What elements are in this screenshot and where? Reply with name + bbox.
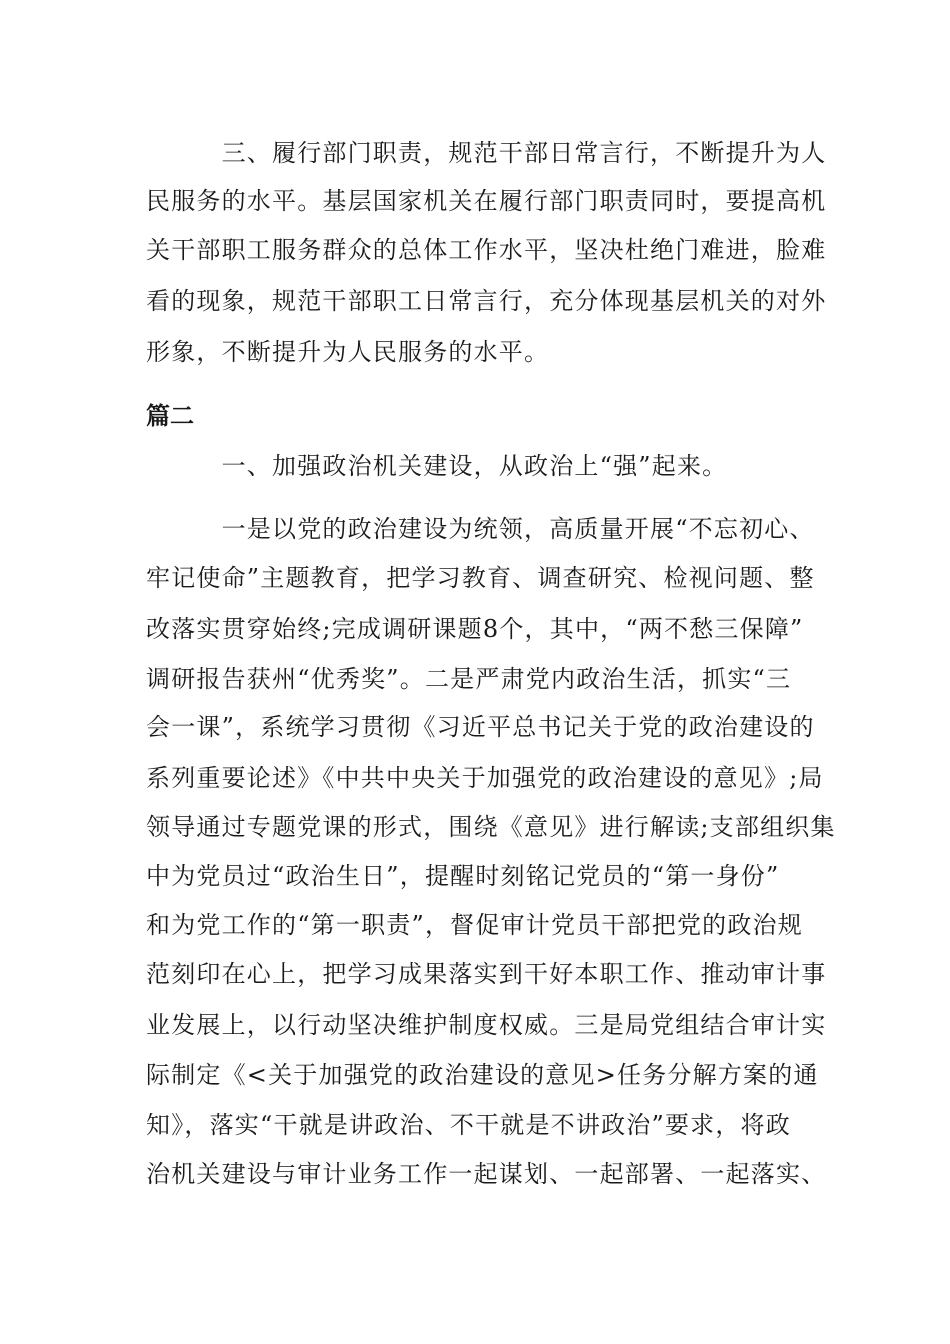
paragraph-line: 形象，不断提升为人民服务的水平。: [146, 338, 550, 366]
paragraph-line: 系列重要论述》《中共中央关于加强党的政治建设的意见》;局: [146, 764, 824, 792]
section-heading: 篇二: [146, 402, 194, 430]
paragraph-line: 民服务的水平。基层国家机关在履行部门职责同时，要提高机: [146, 187, 827, 215]
paragraph-line: 治机关建设与审计业务工作一起谋划、一起部署、一起落实、: [146, 1160, 827, 1188]
section-intro: 一、加强政治机关建设，从政治上“强”起来。: [146, 452, 728, 480]
paragraph-line: 范刻印在心上，把学习成果落实到干好本职工作、推动审计事: [146, 960, 827, 988]
paragraph-line: 一是以党的政治建设为统领，高质量开展“不忘初心、: [146, 515, 815, 543]
paragraph-line: 牢记使命”主题教育，把学习教育、调查研究、检视问题、整: [146, 564, 815, 592]
paragraph-line: 际制定《<关于加强党的政治建设的意见>任务分解方案的通: [146, 1061, 819, 1089]
paragraph-line: 中为党员过“政治生日”，提醒时刻铭记党员的“第一身份”: [146, 862, 780, 890]
paragraph-line: 知》，落实“干就是讲政治、不干就是不讲政治”要求，将政: [146, 1111, 791, 1139]
paragraph-line: 领导通过专题党课的形式，围绕《意见》进行解读;支部组织集: [146, 813, 836, 841]
paragraph-line: 业发展上，以行动坚决维护制度权威。三是局党组结合审计实: [146, 1011, 827, 1039]
paragraph-line: 三、履行部门职责，规范干部日常言行，不断提升为人: [146, 139, 827, 167]
paragraph-line: 调研报告获州“优秀奖”。二是严肃党内政治生活，抓实“三: [146, 665, 792, 693]
paragraph-line: 会一课”，系统学习贯彻《习近平总书记关于党的政治建设的: [146, 713, 815, 741]
paragraph-line: 改落实贯穿始终;完成调研课题8个，其中，“两不愁三保障”: [146, 615, 804, 643]
paragraph-line: 关干部职工服务群众的总体工作水平，坚决杜绝门难进，脸难: [146, 236, 827, 264]
paragraph-line: 看的现象，规范干部职工日常言行，充分体现基层机关的对外: [146, 287, 827, 315]
paragraph-line: 和为党工作的“第一职责”，督促审计党员干部把党的政治规: [146, 911, 803, 939]
